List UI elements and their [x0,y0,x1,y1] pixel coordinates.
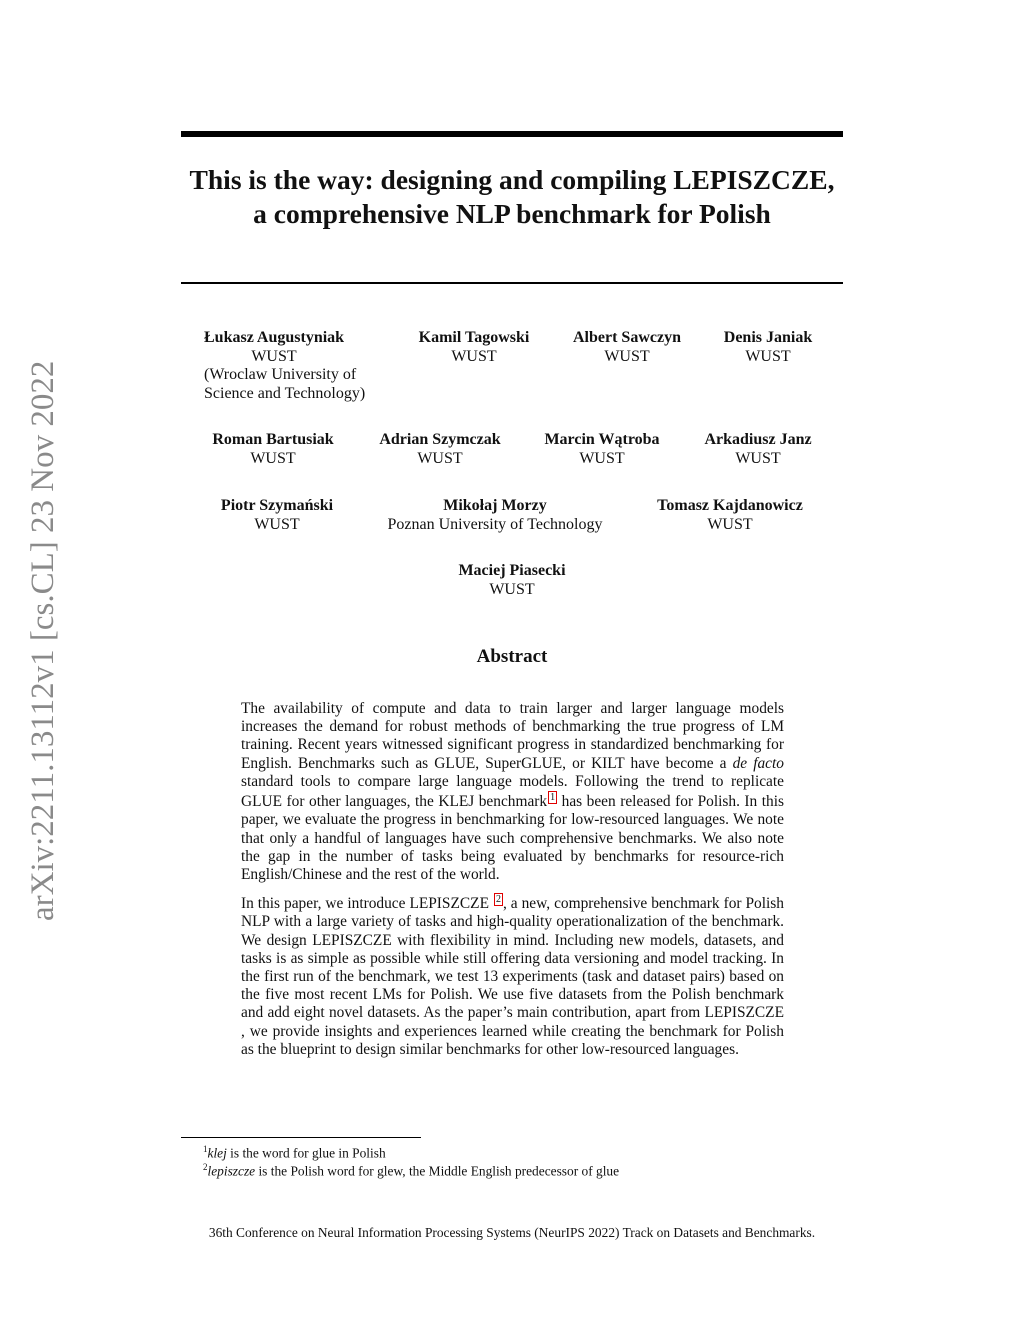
author-block [532,431,672,468]
footnote-number: 1 [203,1144,208,1154]
footnote-term: klej [207,1145,227,1161]
author-block [404,329,544,366]
arxiv-stamp: arXiv:2211.13112v1 [cs.CL] 23 Nov 2022 [25,360,61,921]
abstract-text: standard tools to compare large language models. Following the trend to replicate GLUE for other languages, the KLEJ benchmark [241,772,784,811]
author-block [207,497,347,534]
footnote-rule [181,1137,421,1138]
author-block [203,431,343,468]
footnote-term: lepiszcze [207,1163,256,1179]
abstract-text: In this paper, we introduce LEPISZCZE [241,895,493,913]
author-affiliation: WUST [417,449,463,467]
author-block [442,562,582,599]
author-block [692,431,824,468]
author-name: Roman Bartusiak [212,431,334,448]
venue-footer: 36th Conference on Neural Information Processing Systems (NeurIPS 2022) Track on Datasets and Benchmarks. [208,1225,816,1240]
footnote-2 [203,1159,619,1179]
author-block [557,329,697,366]
author-name: Mikołaj Morzy [443,497,547,514]
author-affiliation: Poznan University of Technology [387,515,603,533]
author-name: Adrian Szymczak [379,431,501,448]
author-name: Łukasz Augustyniak [204,329,345,346]
author-affiliation: WUST [254,515,300,533]
paper-title: This is the way: designing and compiling LEPISZCZE, a comprehensive NLP benchmark for Polish [189,164,835,229]
author-name: Maciej Piasecki [458,562,566,579]
author-block [648,497,812,534]
author-affiliation: WUST [604,347,650,365]
author-affiliation: WUST [745,347,791,365]
author-name: Arkadiusz Janz [704,431,812,448]
author-name: Tomasz Kajdanowicz [657,497,803,514]
abstract-text: , a new, comprehensive benchmark for Polish NLP with a large variety of tasks and high-quality operationalization of the benchmark. We design LEPISZCZE with flexibility in mind. Including new models, datasets, and tasks is as simple as possible while still offering data versioning and model tracking. In the first run of the benchmark, we test 13 experiments (task and dataset pairs) based on the five most recent LMs for Polish. We use five datasets from the Polish benchmark and add eight novel datasets. As the paper’s main contribution, apart from LEPISZCZE , we provide insights and experiences learned while creating the benchmark for Polish as the blueprint to design similar benchmarks for other low-resourced languages. [241,895,784,1058]
author-affiliation-extra: (Wroclaw University of [204,366,357,383]
author-affiliation: WUST [735,449,781,467]
footnote-ref-link[interactable]: 1 [550,792,556,804]
footnote-ref-link[interactable]: 2 [495,894,501,905]
footnote-text: is the Polish word for glew, the Middle English predecessor of glue [255,1163,620,1179]
author-affiliation: WUST [251,347,297,365]
title-rule-bottom [181,282,843,284]
abstract-italic-text: de facto [732,754,784,772]
author-name: Albert Sawczyn [573,329,681,346]
abstract-paragraph-1 [241,700,784,884]
author-name: Marcin Wątroba [544,431,660,448]
author-block [204,329,366,403]
abstract-text: has been released for Polish. In this paper, we evaluate the progress in benchmarking for low-resourced languages. We note that only a handful of languages have such comprehensive benchmarks. We also note the gap in the number of tasks being evaluated by benchmarks for resource-rich English/Chinese and the rest of the world. [241,793,784,883]
author-affiliation: WUST [250,449,296,467]
author-block [374,497,616,534]
title-rule-top [181,131,843,137]
abstract-paragraph-2 [241,893,784,1059]
author-name: Kamil Tagowski [418,329,530,346]
footnote-text: is the word for glue in Polish [226,1145,386,1161]
author-affiliation: WUST [451,347,497,365]
abstract-heading: Abstract [476,646,548,667]
author-block [708,329,828,366]
footnote-number: 2 [203,1162,208,1172]
author-name: Piotr Szymański [220,497,334,514]
author-block [370,431,510,468]
author-affiliation-extra: Science and Technology) [204,384,366,402]
author-affiliation: WUST [579,449,625,467]
abstract-text: The availability of compute and data to train larger and larger language models increases the demand for robust methods of benchmarking the true progress of LM training. Recent years witnessed significant progress in standardized benchmarking for English. Benchmarks such as GLUE, SuperGLUE, or KILT have become a [241,700,784,772]
author-name: Denis Janiak [723,329,813,346]
author-affiliation: WUST [707,515,753,533]
author-affiliation: WUST [489,580,535,598]
